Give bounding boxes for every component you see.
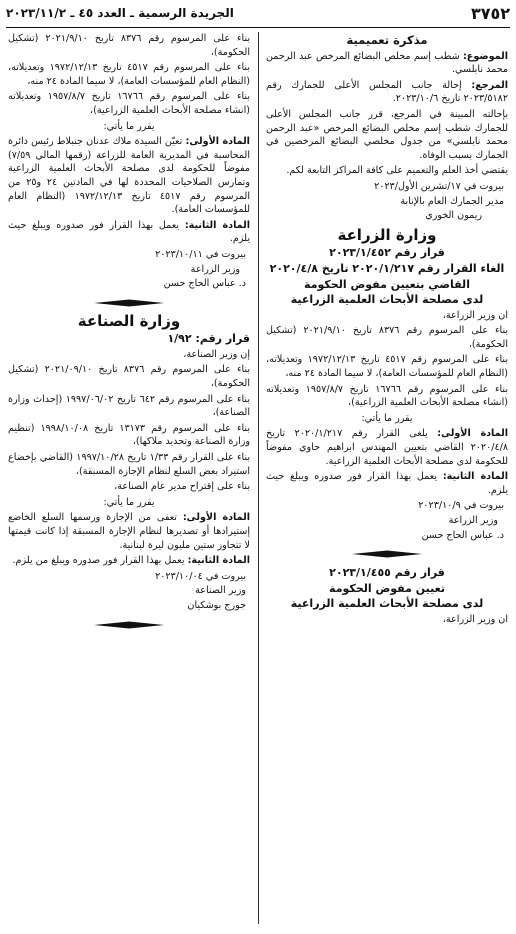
article-1-label: المادة الأولى: [185,136,250,148]
article-1-text: تعيّن السيدة ملاك عدنان جنبلاط رئيس دائرة المحاسبة في المديرية العامة للزراعة (رقمها المالي ٧/٥٩) مفوضاً للحكومة لدى مصلحة الأبحاث العلمية الزراعية وتمارس الصلاحيات المحددة لها في المادتين ٢٤ و٢٥ من المرسوم رقم ٤٥١٧ تاريخ ١٩٧٢/١٢/١٣ (النظام العام للمؤسسات العامة). [8,136,250,216]
article-1-label: المادة الأولى: [437,428,508,440]
memo-reference [266,79,508,106]
memo-signer-name: ريمون الخوري [425,210,482,222]
decision-452-title-3: لدى مصلحة الأبحاث العلمية الزراعية [290,293,484,307]
header-rule [6,27,510,28]
decision-455-number: قرار رقم ٢٠٢٣/١/٤٥٥ [329,566,445,580]
memo-body: بإحالته المبينة في المرجع، قرر جانب المجلس الأعلى للجمارك شطب إسم مخلص البضائع المرخص «عبد الرحمن محمد نابلسي» من جدول مخلصي البضائع المرخصين في الجمارك بسبب الوفاة. [266,108,508,161]
decision-92-article-2 [8,554,250,568]
decision-455-decides: يقرر ما يأتي: [103,120,155,132]
memo-title: مذكرة تعميمية [346,33,428,47]
memo-reference-text: إحالة جانب المجلس الأعلى للجمارك رقم ٢٠٢٣/٥١٨٢ تاريخ ٢٠٢٣/١٠/٦. [266,79,508,105]
decision-452-signer-title: وزير الزراعة [448,515,498,526]
decision-452-article-2 [266,470,508,497]
column-divider [258,32,259,924]
decision-452-intro: ان وزير الزراعة، [442,309,508,321]
decision-92-p3: بناء على المرسوم رقم ١٣١٧٣ تاريخ ١٩٩٨/١٠/٠٨ (تنظيم وزارة الصناعة وتحديد ملاكها)، [8,422,250,448]
memo-subject-label: الموضوع: [462,50,508,62]
page-number: ٣٧٥٢ [470,4,510,24]
decision-455-signer-title: وزير الزراعة [190,263,240,275]
decision-455-p1: بناء على المرسوم رقم ٨٣٧٦ تاريخ ٢٠٢١/٩/١٠ (تشكيل الحكومة)، [8,33,250,58]
memo-reference-label: المرجع: [471,79,508,91]
decision-452-title-1: الغاء القرار رقم ٢٠٢٠/١/٢١٧ تاريخ ٢٠٢٠/٤/٨ [269,261,505,275]
ministry-industry-heading: وزارة الصناعة [77,311,181,330]
decision-452-decides: يقرر ما يأتي: [361,412,413,424]
decision-92-p5: بناء على إقتراح مدير عام الصناعة، [114,481,250,493]
decision-452-signer-name: د. عباس الحاج حسن [421,529,504,541]
decision-92-article-1 [8,511,250,552]
decision-455-article-1 [8,135,250,217]
decision-455-title-2: لدى مصلحة الأبحاث العلمية الزراعية [290,597,484,611]
decision-455-title-1: تعيين مفوض الحكومة [329,581,445,595]
article-2-label: المادة الثانية: [187,555,250,567]
article-2-text: يعمل بهذا القرار فور صدوره ويبلغ حيث يلزم. [8,219,250,245]
article-1-text: يلغى القرار رقم ٢٠٢٠/١/٢١٧ تاريخ ٢٠٢٠/٤/٨ القاضي بتعيين المهندس ابراهيم حاوي مفوضاً للحكومة لدى مصلحة الأبحاث العلمية الزراعية. [266,428,508,467]
decision-452-p1: بناء على المرسوم رقم ٨٣٧٦ تاريخ ٢٠٢١/٩/١٠ (تشكيل الحكومة)، [266,325,508,350]
decision-455-signer-name: د. عباس الحاج حسن [163,278,246,290]
decision-92-signer-title: وزير الصناعة [195,585,246,597]
decision-452-title-2: القاضي بتعيين مفوض الحكومة [304,277,470,291]
decision-92-p1: بناء على المرسوم رقم ٨٣٧٦ تاريخ ٢٠٢١/٠٩/١٠ (تشكيل الحكومة)، [8,364,250,390]
decision-92-date: بيروت في ٢٠٢٣/١٠/٠٤ [155,570,246,582]
right-column [266,32,508,928]
decision-92-p4: بناء على القرار رقم ١/٣٣ تاريخ ١٩٩٧/١٠/٢٨ (القاضي بإخضاع استيراد بعض السلع لنظام الإجازة المسبقة)، [8,452,250,477]
decision-92-p2: بناء على المرسوم رقم ٦٤٢ تاريخ ١٩٩٧/٠٦/٠٢ (إحداث وزارة الصناعة)، [8,393,250,419]
decision-455-date: بيروت في ٢٠٢٣/١٠/١١ [155,248,246,260]
section-separator [94,299,164,307]
memo-request: يقتضي أخذ العلم والتعميم على كافة المراكز التابعة لكم. [286,165,508,177]
memo-subject [266,50,508,77]
article-2-text: يعمل بهذا القرار فور صدوره ويبلغ حيث يلزم. [266,471,508,496]
article-2-label: المادة الثانية: [442,471,508,483]
section-separator [94,621,164,629]
decision-452-article-1 [266,427,508,468]
decision-455-p2: بناء على المرسوم رقم ٤٥١٧ تاريخ ١٩٧٢/١٢/١٣ وتعديلاته، (النظام العام للمؤسسات العامة)، لا سيما المادة ٢٤ منه، [8,62,250,87]
decision-452-p2: بناء على المرسوم رقم ٤٥١٧ تاريخ ١٩٧٢/١٢/١٣ وتعديلاته، (النظام العام للمؤسسات العامة)، لا سيما المادة ٢٤ منه، [266,354,508,380]
decision-92-number: قرار رقم: ١/٩٢ [167,332,250,346]
ministry-agriculture-heading: وزارة الزراعة [337,225,437,244]
decision-92-decides: يقرر ما يأتي: [103,496,155,508]
memo-subject-text: شطب إسم مخلص البضائع المرخص عبد الرحمن محمد نابلسي. [266,50,508,76]
memo-date: بيروت في ١٧/تشرين الأول/٢٠٢٣ [374,180,504,192]
decision-452-date: بيروت في ٢٠٢٣/١٠/٩ [418,500,504,512]
article-2-text: يعمل بهذا القرار فور صدوره ويبلغ من يلزم. [12,555,185,567]
decision-455-p3: بناء على المرسوم رقم ١٦٧٦٦ تاريخ ١٩٥٧/٨/٧ وتعديلاته (انشاء مصلحة الأبحاث العلمية الزراعية)، [8,91,250,116]
left-column [8,32,250,928]
article-2-label: المادة الثانية: [184,219,250,231]
gazette-title: الجريدة الرسمية ـ العدد ٤٥ ـ ٢٠٢٣/١١/٢ [6,6,234,21]
article-1-label: المادة الأولى: [182,512,250,524]
decision-452-p3: بناء على المرسوم رقم ١٦٧٦٦ تاريخ ١٩٥٧/٨/٧ وتعديلاته (انشاء مصلحة الأبحاث العلمية الزراعية)، [266,383,508,409]
decision-92-signer-name: جورج بوشكيان [187,599,246,611]
section-separator [352,550,422,558]
memo-signer-title: مدير الجمارك العام بالإنابة [400,195,504,207]
decision-92-intro: إن وزير الصناعة، [183,348,250,360]
page-header [6,4,510,24]
decision-455-intro: ان وزير الزراعة، [442,613,508,625]
decision-455-article-2 [8,219,250,246]
decision-452-number: قرار رقم ٢٠٢٣/١/٤٥٢ [329,246,445,260]
article-1-text: تعفى من الإجازة ورسمها السلع الخاضع إستيرادها أو تصديرها لنظام الإجازة المسبقة إذا كانت قيمتها لا تتجاوز ستين مليون ليرة لبنانية. [8,512,250,551]
